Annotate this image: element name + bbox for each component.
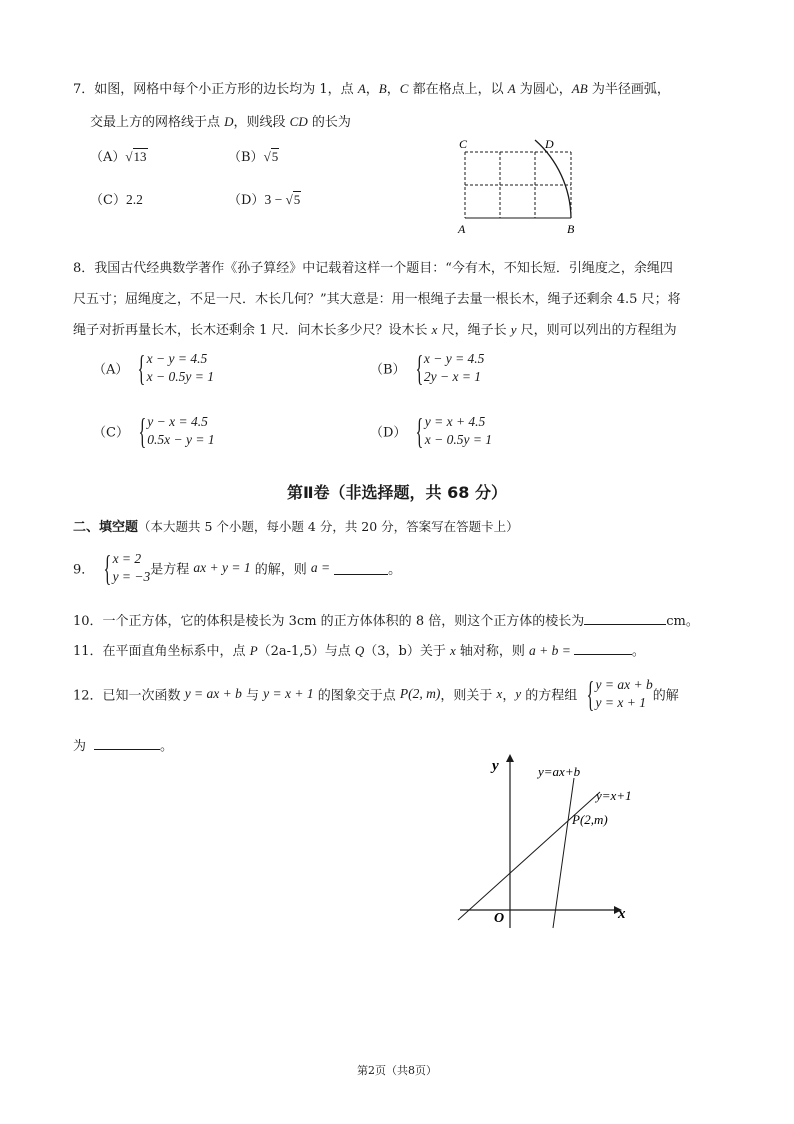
q7-number: 7． — [73, 82, 95, 97]
answer-blank[interactable] — [94, 737, 160, 750]
option-label: （B） — [228, 150, 264, 165]
q12-text: 的图象交于点 — [313, 688, 400, 704]
q7-var: CD — [289, 114, 308, 129]
q8-var: y — [510, 322, 517, 337]
line-y-eq-ax-plus-b — [553, 778, 574, 928]
brace-icon: { — [586, 674, 595, 714]
equation-line: x − y = 4.5 — [423, 351, 485, 366]
q12-text: 与 — [241, 688, 264, 704]
q9-variable: a = — [310, 560, 331, 575]
section-heading-label: 二、填空题 — [73, 520, 139, 535]
sqrt-expression: √5 — [263, 149, 279, 164]
q11-expression: a + b = — [529, 643, 571, 658]
q9 — [73, 550, 401, 586]
equation-line: x − 0.5y = 1 — [146, 369, 215, 384]
q7-var: D — [224, 114, 234, 129]
q8-option-b[interactable] — [370, 350, 484, 386]
radicand: 5 — [293, 192, 301, 207]
sqrt-expression: √5 — [285, 192, 301, 207]
q11 — [73, 640, 645, 659]
q10-text: cm。 — [666, 614, 699, 629]
q8-option-c[interactable] — [93, 413, 215, 449]
equation-system — [128, 350, 214, 386]
q11-end: 。 — [631, 644, 645, 659]
radicand: 5 — [271, 149, 279, 164]
brace-icon: { — [415, 411, 424, 451]
option-label: （A） — [93, 362, 129, 378]
option-label: （D） — [228, 193, 265, 208]
q7-grid-figure — [455, 132, 585, 240]
radicand: 13 — [133, 149, 147, 164]
q7-option-a[interactable] — [90, 146, 148, 165]
q11-text: 11．在平面直角坐标系中，点 — [73, 644, 250, 659]
y-axis-label: y — [492, 758, 499, 774]
equation-system — [406, 413, 492, 449]
brace-icon: { — [138, 411, 147, 451]
option-label: （C） — [90, 193, 126, 208]
q12-text: 为 — [73, 739, 87, 754]
q7-option-c[interactable] — [90, 189, 143, 208]
option-label: （A） — [90, 150, 126, 165]
brace-icon: { — [415, 348, 423, 388]
q7-var: A — [357, 81, 366, 96]
q12-text: 的解 — [652, 688, 679, 704]
q12-line2 — [73, 735, 173, 754]
q7-text: ， — [386, 82, 400, 97]
q11-var: x — [450, 643, 456, 658]
section-heading — [73, 516, 519, 535]
page-footer: 第2页（共8页） — [357, 1064, 437, 1077]
q12-text: ， — [502, 688, 516, 704]
label-d: D — [545, 137, 554, 151]
option-label: （B） — [370, 362, 406, 378]
q8-option-a[interactable] — [93, 350, 214, 386]
q8-line2: 尺五寸；屈绳度之，不足一尺．木长几何？”其大意是：用一根绳子去量一根长木，绳子还剩余 4.5 尺；将 — [73, 292, 681, 307]
q12-end: 。 — [160, 739, 174, 754]
option-label: （C） — [93, 425, 129, 441]
equation-line: x − y = 4.5 — [146, 351, 208, 366]
origin-label: O — [494, 911, 505, 926]
q8-line3 — [73, 319, 677, 338]
brace-icon: { — [137, 348, 146, 388]
q7-option-b[interactable] — [228, 146, 279, 165]
q7-text: ， — [365, 82, 379, 97]
q9-equation: ax + y = 1 — [193, 560, 251, 575]
q7-text: 都在格点上，以 — [408, 82, 508, 97]
section-title: 第Ⅱ卷（非选择题，共 68 分） — [287, 483, 507, 502]
equation-system — [577, 676, 653, 712]
x-axis-label: x — [618, 906, 626, 922]
equation-line: y = x + 1 — [595, 695, 647, 710]
equation-line: x − 0.5y = 1 — [424, 432, 493, 447]
q11-text: 轴对称，则 — [455, 644, 530, 659]
line1-label: y=ax+b — [538, 764, 581, 779]
equation-line: y = x + 4.5 — [424, 414, 486, 429]
label-a: A — [458, 222, 466, 236]
q7-text: 为半径画弧， — [587, 82, 670, 97]
answer-blank[interactable] — [574, 642, 632, 655]
equation-line: y = ax + b — [595, 677, 653, 692]
q11-var: P — [249, 643, 258, 658]
q9-number: 9． — [73, 562, 95, 578]
label-c: C — [459, 137, 468, 151]
q7-text: ，则线段 — [233, 115, 290, 130]
q8-text: 绳子对折再量长木，长木还剩余 1 尺．问木长多少尺？设木长 — [73, 323, 432, 338]
option-value: 3 − — [264, 192, 286, 207]
q7-text: 为圆心， — [515, 82, 572, 97]
equation-system — [94, 550, 150, 586]
line2-label: y=x+1 — [596, 788, 632, 803]
q12-line1 — [73, 676, 679, 712]
q12-text: 的方程组 — [521, 688, 578, 704]
q8-text: 尺，则可以列出的方程组为 — [516, 323, 677, 338]
equation-line: 2y − x = 1 — [423, 369, 482, 384]
q11-var: Q — [354, 643, 365, 658]
sqrt-expression: √13 — [125, 149, 147, 164]
q11-text: （2a-1,5）与点 — [257, 644, 355, 659]
q9-end: 。 — [388, 562, 402, 578]
q12-function: y = ax + b — [184, 686, 242, 701]
q12-text: ，则关于 — [440, 688, 497, 704]
q7-line1 — [73, 78, 670, 97]
brace-icon: { — [103, 548, 112, 588]
section-heading-note: （本大题共 5 个小题，每小题 4 分，共 20 分，答案写在答题卡上） — [138, 519, 519, 534]
option-label: （D） — [370, 425, 407, 441]
q12-graph — [450, 752, 640, 930]
equation-system — [129, 413, 215, 449]
q8-text: 尺，绳子长 — [437, 323, 511, 338]
label-b: B — [567, 222, 575, 236]
q7-option-d[interactable] — [228, 189, 301, 208]
q12-point: P(2, m) — [399, 686, 441, 701]
option-value: 2.2 — [125, 192, 143, 207]
q12-var: x — [496, 686, 503, 701]
equation-line: y = −3 — [112, 569, 151, 584]
q11-text: （3，b）关于 — [364, 644, 450, 659]
equation-line: x = 2 — [112, 551, 142, 566]
q7-var: C — [399, 81, 409, 96]
q8-option-d[interactable] — [370, 413, 492, 449]
q9-text: 的解，则 — [250, 562, 311, 578]
answer-blank[interactable] — [334, 562, 388, 575]
q10-text: 10．一个正方体，它的体积是棱长为 3cm 的正方体体积的 8 倍，则这个正方体的棱长为 — [73, 614, 585, 629]
q7-var: A — [507, 81, 516, 96]
q7-var: B — [378, 81, 387, 96]
q7-line2 — [90, 111, 351, 130]
q12-text: 12．已知一次函数 — [73, 688, 185, 704]
q7-var: AB — [571, 81, 588, 96]
q7-text: 的长为 — [307, 115, 351, 130]
q7-text: 交最上方的网格线于点 — [90, 115, 225, 130]
answer-blank[interactable] — [584, 612, 666, 625]
equation-system — [406, 350, 485, 386]
q9-text: 是方程 — [150, 562, 194, 578]
equation-line: y − x = 4.5 — [147, 414, 208, 429]
equation-line: 0.5x − y = 1 — [147, 432, 215, 447]
q7-text: 如图，网格中每个小正方形的边长均为 1，点 — [94, 82, 358, 97]
q8-var: x — [431, 322, 438, 337]
q12-var: y — [515, 686, 522, 701]
point-label: P(2,m) — [572, 812, 608, 827]
q12-function: y = x + 1 — [263, 686, 314, 701]
q8-line1: 8．我国古代经典数学著作《孙子算经》中记载着这样一个题目：“今有木，不知长短．引绳度之，余绳四 — [73, 261, 673, 276]
q10 — [73, 610, 699, 629]
